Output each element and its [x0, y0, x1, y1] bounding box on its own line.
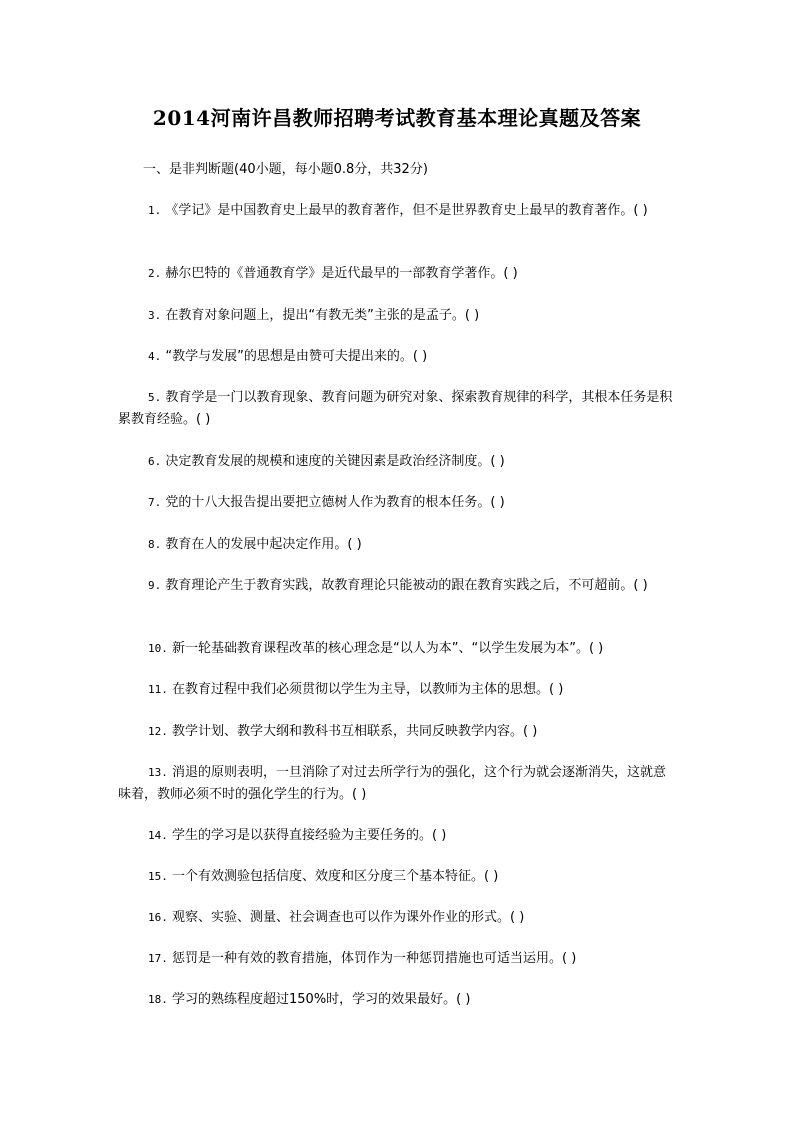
question-text: 决定教育发展的规模和速度的关键因素是政治经济制度。( ) — [165, 454, 505, 469]
question-item — [118, 825, 678, 847]
question-text: 惩罚是一种有效的教育措施，体罚作为一种惩罚措施也可适当运用。( ) — [172, 951, 577, 966]
question-number: 18. — [148, 993, 168, 1006]
question-text: 学生的学习是以获得直接经验为主要任务的。( ) — [172, 828, 447, 843]
question-text: 一个有效测验包括信度、效度和区分度三个基本特征。( ) — [172, 869, 499, 884]
question-text: 教育在人的发展中起决定作用。( ) — [165, 537, 362, 552]
question-item — [118, 263, 678, 285]
question-number: 5. — [148, 391, 162, 404]
question-text: “教学与发展”的思想是由赞可夫提出来的。( ) — [165, 349, 428, 364]
question-item — [118, 387, 678, 431]
question-number: 10. — [148, 642, 168, 655]
question-number: 2. — [148, 267, 162, 280]
question-number: 17. — [148, 952, 168, 965]
question-number: 15. — [148, 870, 168, 883]
question-number: 11. — [148, 683, 168, 696]
question-text: 消退的原则表明，一旦消除了对过去所学行为的强化，这个行为就会逐渐消失，这就意味着，教师必须不时的强化学生的行为。( ) — [118, 765, 667, 802]
question-number: 7. — [148, 496, 162, 509]
question-text: 学习的熟练程度超过150%时，学习的效果最好。( ) — [172, 992, 471, 1007]
question-item — [118, 200, 678, 222]
question-text: 赫尔巴特的《普通教育学》是近代最早的一部教育学著作。( ) — [165, 266, 518, 281]
question-item — [118, 989, 678, 1011]
question-item — [118, 866, 678, 888]
question-text: 教学计划、教学大纲和教科书互相联系，共同反映教学内容。( ) — [172, 724, 538, 739]
question-item — [118, 907, 678, 929]
question-number: 16. — [148, 911, 168, 924]
question-number: 13. — [148, 766, 168, 779]
question-number: 9. — [148, 579, 162, 592]
question-number: 12. — [148, 725, 168, 738]
question-item — [118, 762, 678, 806]
question-item — [118, 346, 678, 368]
question-text: 教育理论产生于教育实践，故教育理论只能被动的跟在教育实践之后，不可超前。( ) — [165, 578, 648, 593]
question-number: 6. — [148, 455, 162, 468]
section-heading: 一、是非判断题(40小题，每小题0.8分，共32分) — [143, 162, 428, 177]
question-item — [118, 575, 678, 597]
question-text: 新一轮基础教育课程改革的核心理念是“以人为本”、“以学生发展为本”。( ) — [172, 641, 604, 656]
question-item — [118, 679, 678, 701]
question-item — [118, 534, 678, 556]
question-item — [118, 948, 678, 970]
question-text: 观察、实验、测量、社会调查也可以作为课外作业的形式。( ) — [172, 910, 525, 925]
question-item — [118, 451, 678, 473]
question-text: 党的十八大报告提出要把立德树人作为教育的根本任务。( ) — [165, 495, 505, 510]
question-item — [118, 492, 678, 514]
question-number: 3. — [148, 309, 162, 322]
question-item — [118, 305, 678, 327]
question-item — [118, 721, 678, 743]
question-item — [118, 638, 678, 660]
question-number: 1. — [148, 204, 162, 217]
question-number: 4. — [148, 350, 162, 363]
question-number: 8. — [148, 538, 162, 551]
question-number: 14. — [148, 829, 168, 842]
question-text: 在教育对象问题上，提出“有教无类”主张的是孟子。( ) — [165, 308, 480, 323]
page-title: 2014河南许昌教师招聘考试教育基本理论真题及答案 — [152, 106, 642, 130]
question-text: 教育学是一门以教育现象、教育问题为研究对象、探索教育规律的科学，其根本任务是积累教育经验。( ) — [118, 390, 673, 427]
question-text: 在教育过程中我们必须贯彻以学生为主导，以教师为主体的思想。( ) — [172, 682, 564, 697]
question-text: 《学记》是中国教育史上最早的教育著作，但不是世界教育史上最早的教育著作。( ) — [165, 203, 648, 218]
